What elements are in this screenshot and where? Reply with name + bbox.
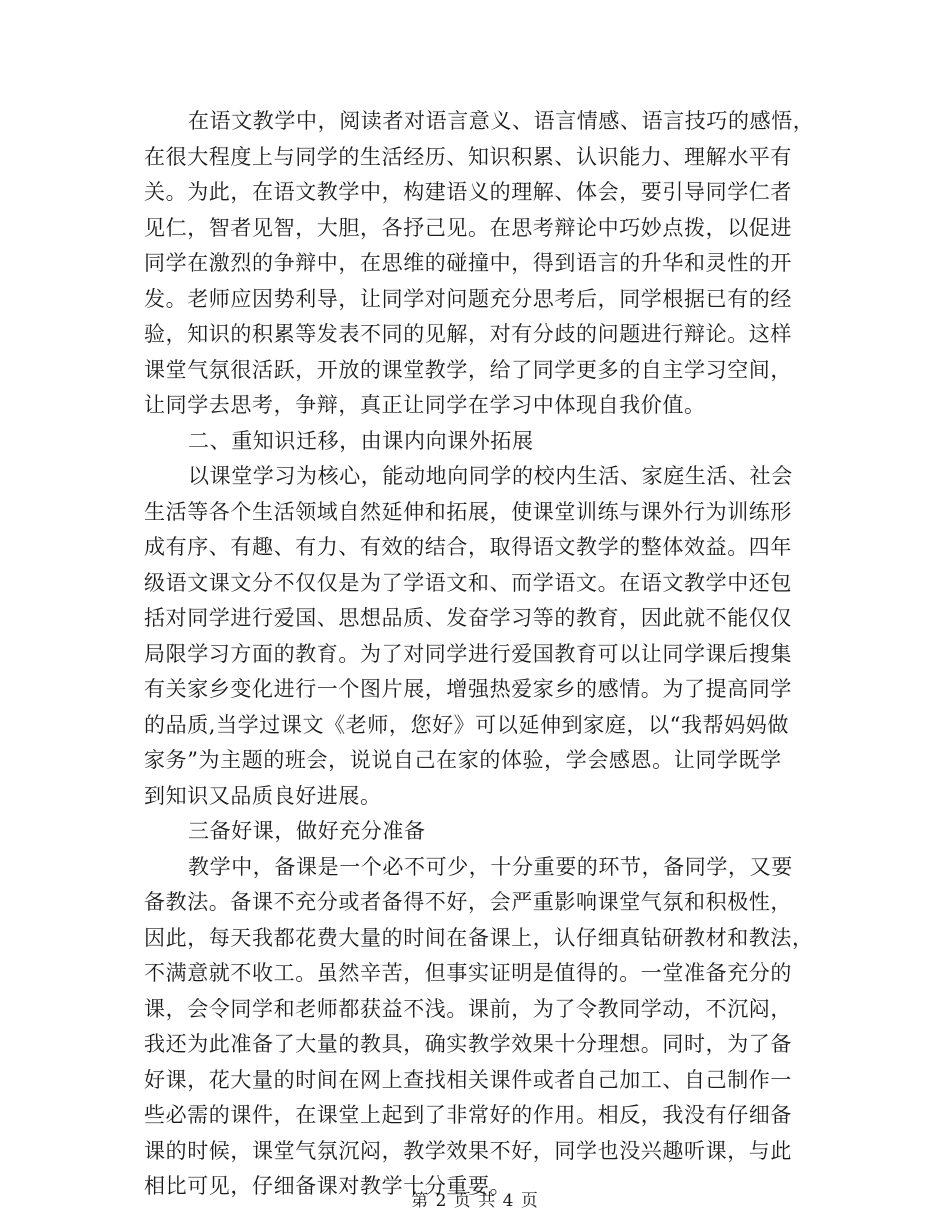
paragraph-2-line-6: 局限学习方面的教育。为了对同学进行爱国教育可以让同学课后搜集: [144, 641, 792, 666]
paragraph-3-line-9: 课的时候，课堂气氛沉闷，教学效果不好，同学也没兴趣听课，与此: [144, 1138, 792, 1163]
page-footer: 第 2 页 共 4 页: [411, 1191, 539, 1211]
paragraph-2-line-3: 成有序、有趣、有力、有效的结合，取得语文教学的整体效益。四年: [144, 535, 792, 559]
paragraph-2-line-1: 以课堂学习为核心，能动地向同学的校内生活、家庭生活、社会: [188, 464, 793, 488]
document-body: [144, 104, 815, 1205]
paragraph-2-line-10: 到知识又品质良好进展。: [144, 783, 382, 808]
paragraph-1-line-2: 在很大程度上与同学的生活经历、知识积累、认识能力、理解水平有: [144, 144, 792, 169]
paragraph-3-line-3: 因此，每天我都花费大量的时间在备课上，认仔细真钻研教材和教法，: [144, 925, 814, 950]
paragraph-3-line-7: 好课，花大量的时间在网上查找相关课件或者自己加工、自己制作一: [144, 1067, 792, 1092]
paragraph-1-line-1: 在语文教学中，阅读者对语言意义、语言情感、语言技巧的感悟，: [188, 109, 815, 133]
paragraph-2-line-8: 的品质,当学过课文《老师，您好》可以延伸到家庭，以“我帮妈妈做: [144, 712, 790, 737]
paragraph-3-line-6: 我还为此准备了大量的教具，确实教学效果十分理想。同时，为了备: [144, 1032, 792, 1056]
paragraph-1-line-4: 见仁，智者见智，大胆，各抒己见。在思考辩论中巧妙点拨，以促进: [144, 215, 792, 240]
paragraph-3-line-8: 些必需的课件，在课堂上起到了非常好的作用。相反，我没有仔细备: [144, 1103, 792, 1127]
paragraph-1-line-9: 让同学去思考，争辩，真正让同学在学习中体现自我价值。: [144, 393, 706, 417]
paragraph-1-line-6: 发。老师应因势利导，让同学对问题充分思考后，同学根据已有的经: [144, 286, 792, 311]
section-heading-3: 三备好课，做好充分准备: [188, 819, 426, 843]
paragraph-3-line-4: 不满意就不收工。虽然辛苦，但事实证明是值得的。一堂准备充分的: [144, 961, 792, 985]
paragraph-2-line-9: 家务”为主题的班会，说说自己在家的体验，学会感恩。让同学既学: [144, 748, 782, 772]
paragraph-1-line-3: 关。为此，在语文教学中，构建语义的理解、体会，要引导同学仁者: [144, 180, 792, 204]
paragraph-3-line-10: 相比可见，仔细备课对教学十分重要。: [144, 1174, 512, 1198]
paragraph-2-line-7: 有关家乡变化进行一个图片展，增强热爱家乡的感情。为了提高同学: [144, 677, 792, 701]
paragraph-2-line-5: 括对同学进行爱国、思想品质、发奋学习等的教育，因此就不能仅仅: [144, 606, 792, 630]
paragraph-1-line-7: 验，知识的积累等发表不同的见解，对有分歧的问题进行辩论。这样: [144, 322, 792, 346]
paragraph-2-line-4: 级语文课文分不仅仅是为了学语文和、而学语文。在语文教学中还包: [144, 570, 792, 595]
paragraph-1-line-5: 同学在激烈的争辩中，在思维的碰撞中，得到语言的升华和灵性的开: [144, 251, 792, 275]
paragraph-3-line-2: 备教法。备课不充分或者备得不好，会严重影响课堂气氛和积极性，: [144, 890, 792, 914]
paragraph-1-line-8: 课堂气氛很活跃，开放的课堂教学，给了同学更多的自主学习空间，: [144, 357, 792, 382]
paragraph-3-line-1: 教学中，备课是一个必不可少，十分重要的环节，备同学，又要: [188, 854, 793, 879]
paragraph-2-line-2: 生活等各个生活领域自然延伸和拓展，使课堂训练与课外行为训练形: [144, 499, 792, 524]
paragraph-3-line-5: 课，会令同学和老师都获益不浅。课前，为了令教同学动，不沉闷，: [144, 996, 792, 1021]
section-heading-2: 二、重知识迁移，由课内向课外拓展: [188, 428, 534, 453]
